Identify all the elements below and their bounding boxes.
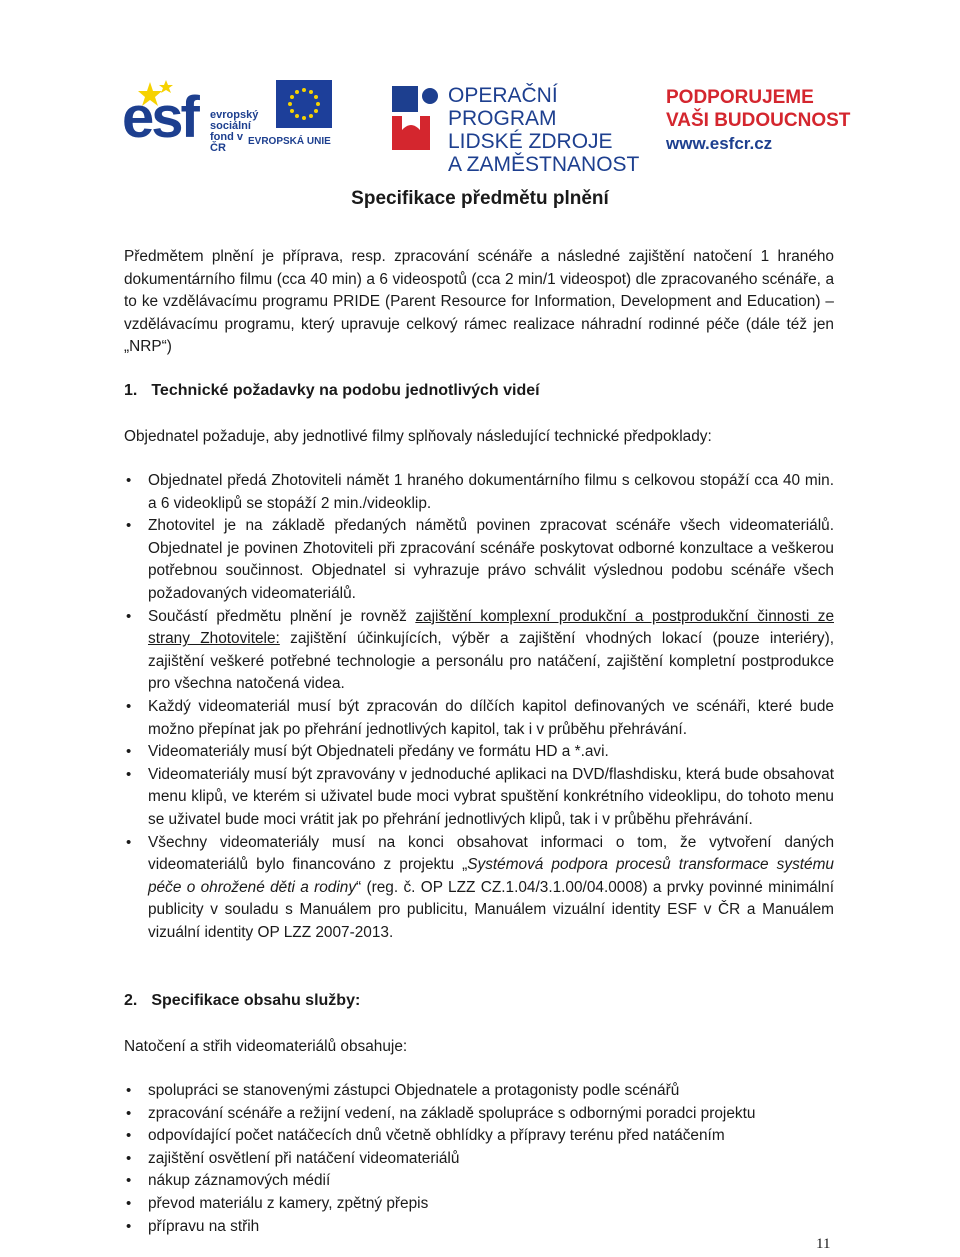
list-item: • nákup záznamových médií	[124, 1170, 834, 1193]
eu-label: EVROPSKÁ UNIE	[248, 136, 331, 147]
puzzle-figure-icon	[390, 80, 442, 152]
list-item: • převod materiálu z kamery, zpětný přepis	[124, 1193, 834, 1216]
eu-flag-icon	[276, 80, 332, 128]
list-item: • přípravu na střih	[124, 1216, 834, 1239]
list-item: • zajištění osvětlení při natáčení videomateriálů	[124, 1148, 834, 1171]
list-item: • Každý videomateriál musí být zpracován do dílčích kapitol definovaných ve scénáři, které bude možno přepínat jak po přehrání jednotlivých kapitol, tak i v průběhu přehrávání.	[124, 696, 834, 741]
section-1-lead: Objednatel požaduje, aby jednotlivé filmy splňovaly následující technické předpoklady:	[124, 428, 712, 445]
slogan-line-1: PODPORUJEME	[666, 87, 814, 108]
section-2-heading: 2. Specifikace obsahu služby:	[124, 992, 361, 1009]
list-item: • zpracování scénáře a režijní vedení, na základě spolupráce s odbornými poradci projektu	[124, 1103, 834, 1126]
website-link[interactable]: www.esfcr.cz	[666, 134, 773, 153]
intro-paragraph: Předmětem plnění je příprava, resp. zpracování scénáře a následné zajištění natočení 1 hraného dokumentárního filmu (cca 40 min) a 6 videospotů (cca 2 min/1 videospot) dle zpracovaného scénáře, a to ke vzdělávacímu programu PRIDE (Parent Resource for Information, Development and Education) – vzdělávacímu programu, který upravuje celkový rámec realizace náhradní rodinné péče (dále též jen „NRP“)	[124, 248, 834, 355]
section-2-lead: Natočení a střih videomateriálů obsahuje:	[124, 1038, 408, 1055]
document-title: Specifikace předmětu plnění	[351, 188, 609, 209]
list-item: • Videomateriály musí být zpravovány v jednoduché aplikaci na DVD/flashdisku, která bude obsahovat menu klipů, ve kterém si uživatel bude moci vybrat spuštění konkrétního videoklipu, do tohoto menu se uživatel bude moci vrátit jak po přehrání jednotlivých klipů, tak i v průběhu přehrávání.	[124, 764, 834, 832]
list-item: • Zhotovitel je na základě předaných námětů povinen zpracovat scénáře všech videomateriálů. Objednatel je povinen Zhotoviteli při zpracování scénáře poskytovat odborné konzultace a veškerou potřebnou součinnost. Objednatel si vyhrazuje právo schválit výslednou podobu scénáře všech požadovaných videomateriálů.	[124, 515, 834, 605]
section-1-list	[124, 470, 834, 944]
slogan	[666, 86, 850, 155]
list-item: • Videomateriály musí být Objednateli předány ve formátu HD a *.avi.	[124, 741, 834, 764]
slogan-line-2: VAŠI BUDOUCNOST	[666, 110, 851, 131]
list-item: • Všechny videomateriály musí na konci obsahovat informaci o tom, že vytvoření daných videomateriálů bylo financováno z projektu „Systémová podpora procesů transformace systému péče o ohrožené děti a rodiny“ (reg. č. OP LZZ CZ.1.04/3.1.00/04.0008) a prvky povinné minimální publicity v souladu s Manuálem pro publicitu, Manuálem vizuální identity ESF v ČR a Manuálem vizuální identity OP LZZ 2007-2013.	[124, 832, 834, 945]
list-item: • odpovídající počet natáčecích dnů včetně obhlídky a přípravy terénu před natáčením	[124, 1125, 834, 1148]
list-item: • spolupráci se stanovenými zástupci Objednatele a protagonisty podle scénářů	[124, 1080, 834, 1103]
list-item: • Objednatel předá Zhotoviteli námět 1 hraného dokumentárního filmu s celkovou stopáží cca 40 min. a 6 videoklipů se stopáží 2 min./videoklip.	[124, 470, 834, 515]
section-2-list	[124, 1080, 834, 1238]
op-lzz-logo	[390, 80, 650, 176]
esf-logo	[122, 80, 259, 154]
section-1-heading: 1. Technické požadavky na podobu jednotlivých videí	[124, 382, 540, 399]
page-number: 11	[816, 1236, 831, 1252]
esf-wordmark: esf	[122, 85, 197, 150]
op-title: OPERAČNÍ PROGRAM LIDSKÉ ZDROJE A ZAMĚSTNANOST	[448, 84, 640, 176]
eu-logo	[248, 80, 360, 150]
list-item: • Součástí předmětu plnění je rovněž zajištění komplexní produkční a postprodukční činnosti ze strany Zhotovitele: zajištění účinkujících, výběr a zajištění vhodných lokací (pouze interiéry), zajištění veškeré potřebné technologie a personálu pro natáčení, zajištění kompletní postprodukce pro všechna natočená videa.	[124, 606, 834, 696]
esf-caption: evropský sociální fond v ČR	[210, 109, 259, 154]
